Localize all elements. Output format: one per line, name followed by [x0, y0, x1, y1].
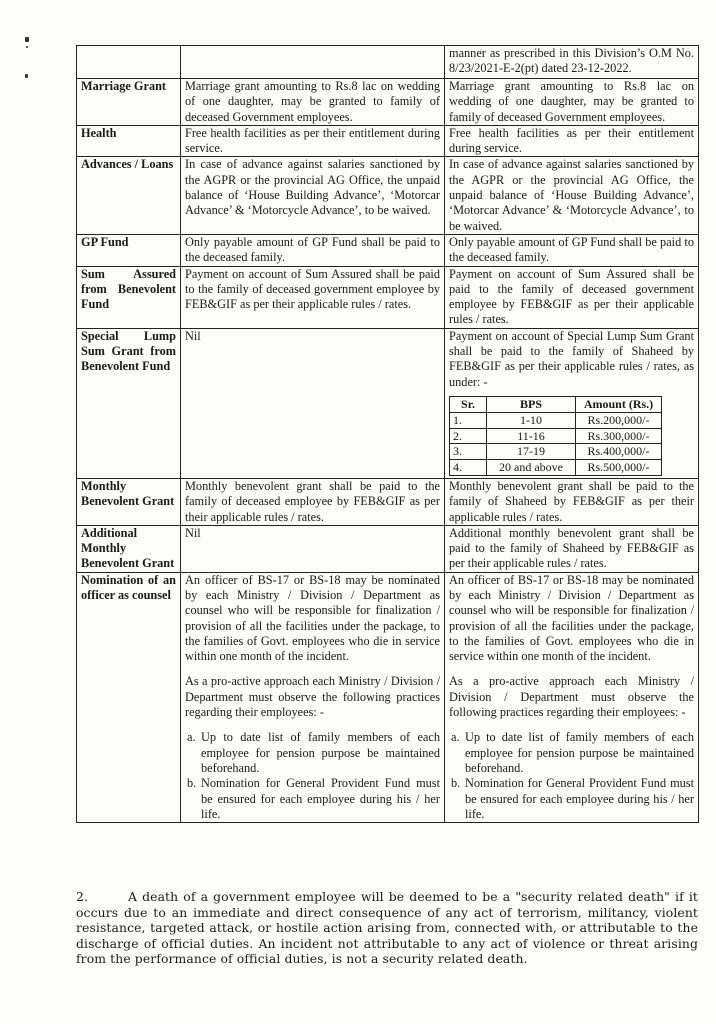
list-item-text: Nomination for General Provident Fund must be ensured for each employee during his / her life. [201, 776, 440, 821]
revised-provision-cell: manner as prescribed in this Division’s O.M No. 8/23/2021-E-2(pt) dated 23-12-2022. [445, 46, 699, 79]
table-row [77, 266, 699, 328]
existing-provision-cell: Free health facilities as per their entitlement during service. [181, 125, 445, 157]
revised-provision-cell: Monthly benevolent grant shall be paid to the family of Shaheed by FEB&GIF as per their applicable rules / rates. [445, 478, 699, 525]
counsel-paragraph: An officer of BS-17 or BS-18 may be nominated by each Ministry / Division / Department as counsel who will be responsible for finalization / provision of all the facilities under the package, to the families of Govt. employees who die in service within one month of the incident. [185, 572, 440, 664]
header-sr: Sr. [450, 396, 487, 412]
existing-provision-cell: In case of advance against salaries sanctioned by the AGPR or the provincial AG Office, the unpaid balance of ‘House Building Advance’, ‘Motorcar Advance’ & ‘Motorcycle Advance’, to be waived. [181, 157, 445, 234]
list-item [451, 776, 694, 822]
bps-sr: 2. [450, 428, 487, 444]
revised-provision-cell: Only payable amount of GP Fund shall be paid to the deceased family. [445, 234, 699, 266]
list-item-text: Up to date list of family members of each employee for pension purpose be maintained beforehand. [201, 730, 440, 775]
existing-provision-cell: Monthly benevolent grant shall be paid to the family of deceased employee by FEB&GIF as per their applicable rules / rates. [181, 478, 445, 525]
table-row [77, 234, 699, 266]
practices-list [185, 730, 440, 822]
bps-amount: Rs.300,000/- [576, 428, 662, 444]
practices-list [449, 730, 694, 822]
header-amount: Amount (Rs.) [576, 396, 662, 412]
bps-row [450, 428, 662, 444]
bps-sr: 1. [450, 412, 487, 428]
row-label: Health [77, 125, 181, 157]
paragraph-2 [76, 889, 698, 967]
row-label: Special Lump Sum Grant from Benevolent Fund [77, 328, 181, 478]
table-row [77, 478, 699, 525]
list-item-text: Up to date list of family members of each employee for pension purpose be maintained beforehand. [465, 730, 694, 775]
row-label: Advances / Loans [77, 157, 181, 234]
table-row [77, 157, 699, 234]
bps-amount: Rs.400,000/- [576, 444, 662, 460]
bps-range: 1-10 [487, 412, 576, 428]
existing-provision-cell: Payment on account of Sum Assured shall be paid to the family of deceased government employee by FEB&GIF as per their applicable rules / rates. [181, 266, 445, 328]
scan-mark [26, 46, 28, 48]
revised-provision-cell: Payment on account of Sum Assured shall be paid to the family of deceased government employee by FEB&GIF as per their applicable rules / rates. [445, 266, 699, 328]
scan-mark [25, 74, 28, 78]
existing-provision-cell: Nil [181, 328, 445, 478]
list-marker: a. [187, 730, 196, 745]
existing-provision-cell [181, 46, 445, 79]
table-row [77, 572, 699, 822]
table-row [77, 79, 699, 126]
existing-provision-cell: Nil [181, 525, 445, 572]
row-label [77, 46, 181, 79]
paragraph-text: A death of a government employee will be deemed to be a "security related death" if it occurs due to an immediate and direct consequence of any act of terrorism, militancy, violent resistance, targeted attack, or hostile action arising from, connected with, or attributable to the discharge of official duties. An incident not attributable to any act of violence or threat arising from the performance of official duties, is not a security related death. [76, 889, 698, 967]
comparison-table [76, 45, 699, 823]
paragraph-number: 2. [76, 889, 89, 904]
bps-range: 20 and above [487, 460, 576, 476]
list-marker: a. [451, 730, 460, 745]
row-label: Sum Assured from Benevolent Fund [77, 266, 181, 328]
existing-provision-cell: Marriage grant amounting to Rs.8 lac on wedding of one daughter, may be granted to family of deceased Government employees. [181, 79, 445, 126]
bps-sr: 4. [450, 460, 487, 476]
bps-amount-table [449, 396, 662, 476]
table-row [77, 46, 699, 79]
table-row [77, 125, 699, 157]
table-row [77, 525, 699, 572]
bps-amount: Rs.500,000/- [576, 460, 662, 476]
bps-row [450, 444, 662, 460]
existing-provision-cell [181, 572, 445, 822]
table-row [77, 328, 699, 478]
bps-sr: 3. [450, 444, 487, 460]
list-item [451, 730, 694, 776]
practices-paragraph: As a pro-active approach each Ministry / Division / Department must observe the following practices regarding their employees: - [185, 674, 440, 720]
row-label: Marriage Grant [77, 79, 181, 126]
row-label: Monthly Benevolent Grant [77, 478, 181, 525]
counsel-paragraph: An officer of BS-17 or BS-18 may be nominated by each Ministry / Division / Department as counsel who will be responsible for finalization / provision of all the facilities under the package, to the families of Govt. employees who die in service within one month of the incident. [449, 572, 694, 664]
lump-sum-text: Payment on account of Special Lump Sum Grant shall be paid to the family of Shaheed by FEB&GIF as per their applicable rules / rates, as under: - [449, 328, 694, 389]
header-bps: BPS [487, 396, 576, 412]
bps-row [450, 460, 662, 476]
bps-range: 17-19 [487, 444, 576, 460]
row-label: Additional Monthly Benevolent Grant [77, 525, 181, 572]
revised-provision-cell [445, 328, 699, 478]
existing-provision-cell: Only payable amount of GP Fund shall be paid to the deceased family. [181, 234, 445, 266]
list-marker: b. [451, 776, 461, 791]
list-marker: b. [187, 776, 197, 791]
revised-provision-cell: Additional monthly benevolent grant shall be paid to the family of Shaheed by FEB&GIF as per their applicable rules / rates. [445, 525, 699, 572]
bps-range: 11-16 [487, 428, 576, 444]
row-label: GP Fund [77, 234, 181, 266]
bps-amount: Rs.200,000/- [576, 412, 662, 428]
revised-provision-cell: Free health facilities as per their entitlement during service. [445, 125, 699, 157]
revised-provision-cell: Marriage grant amounting to Rs.8 lac on wedding of one daughter, may be granted to family of deceased Government employees. [445, 79, 699, 126]
row-label: Nomination of an officer as counsel [77, 572, 181, 822]
scan-mark [25, 37, 29, 42]
list-item [187, 776, 440, 822]
list-item-text: Nomination for General Provident Fund must be ensured for each employee during his / her life. [465, 776, 694, 821]
revised-provision-cell: In case of advance against salaries sanctioned by the AGPR or the provincial AG Office, the unpaid balance of ‘House Building Advance’, ‘Motorcar Advance’ & ‘Motorcycle Advance’, to be waived. [445, 157, 699, 234]
revised-provision-cell [445, 572, 699, 822]
bps-header-row [450, 396, 662, 412]
list-item [187, 730, 440, 776]
practices-paragraph: As a pro-active approach each Ministry / Division / Department must observe the following practices regarding their employees: - [449, 674, 694, 720]
bps-row [450, 412, 662, 428]
